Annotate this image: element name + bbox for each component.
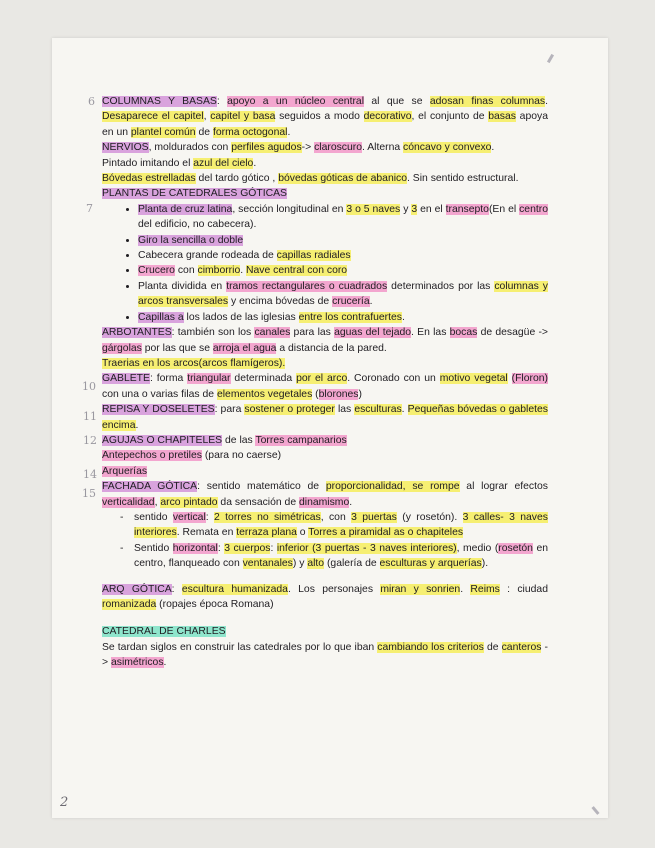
- list-item: • Planta de cruz latina, sección longitudinal en 3 o 5 naves y 3 en el transepto(En el centro del edificio, no cabecera).: [138, 202, 548, 233]
- fachada-paragraph: FACHADA GÓTICA: sentido matemático de proporcionalidad, se rompe al lograr efectos verticalidad, arco pintado da sensación de dinamismo.: [102, 481, 548, 508]
- section-title: REPISA Y DOSELETES: [102, 404, 215, 416]
- notes-body: [102, 94, 548, 671]
- gablete-paragraph: GABLETE: forma triangular determinada por el arco. Coronado con un motivo vegetal (Floron) con una o varias filas de elementos vegetales (blorones): [102, 373, 548, 400]
- page-number: 2: [60, 795, 69, 810]
- section-title: COLUMNAS Y BASAS: [102, 96, 217, 107]
- traerias-line: Traerias en los arcos(arcos flamígeros).: [102, 357, 286, 369]
- list-item: • Cabecera grande rodeada de capillas radiales: [138, 248, 548, 263]
- section-title: ARQ GÓTICA: [102, 583, 172, 595]
- catedral-paragraph: Se tardan siglos en construir las catedrales por lo que iban cambiando los criterios de canteros -> asimétricos.: [102, 641, 548, 669]
- arq-paragraph: ARQ GÓTICA: escultura humanizada. Los personajes miran y sonrien. Reims : ciudad romanizada (ropajes época Romana): [102, 583, 548, 610]
- plantas-title: PLANTAS DE CATEDRALES GÓTICAS: [102, 188, 287, 200]
- fachada-list: [102, 510, 548, 572]
- margin-mark-12: 12: [83, 434, 97, 447]
- section-title: AGUJAS O CHAPITELES: [102, 434, 223, 446]
- list-item: • Giro la sencilla o doble: [138, 233, 548, 248]
- nervios-line-2: Pintado imitando el azul del cielo.: [102, 157, 257, 169]
- repisa-paragraph: REPISA Y DOSELETES: para sostener o proteger las esculturas. Pequeñas bóvedas o gabletes encima.: [102, 404, 548, 431]
- margin-mark-10: 10: [82, 380, 96, 393]
- bovedas-paragraph: Bóvedas estrelladas del tardo gótico , bóvedas góticas de abanico. Sin sentido estructural.: [102, 173, 519, 185]
- margin-mark-7: 7: [86, 202, 93, 215]
- agujas-paragraph: AGUJAS O CHAPITELES de las Torres campanarios: [102, 434, 347, 446]
- list-item: • Crucero con cimborrio. Nave central con coro: [138, 263, 548, 278]
- margin-mark-15: 15: [82, 487, 96, 500]
- list-item: - sentido vertical: 2 torres no simétricas, con 3 puertas (y rosetón). 3 calles- 3 naves interiores. Remata en terraza plana o Torres a piramidal as o chapiteles: [134, 510, 548, 541]
- arquerias-line: Arquerías: [102, 465, 148, 477]
- pencil-mark: [547, 54, 554, 63]
- margin-mark-6: 6: [88, 95, 95, 108]
- margin-mark-14: 14: [83, 468, 97, 481]
- nervios-paragraph: NERVIOS, moldurados con perfiles agudos-> claroscuro. Alterna cóncavo y convexo.: [102, 142, 495, 154]
- list-item: • Planta dividida en tramos rectangulares o cuadrados determinados por las columnas y arcos transversales y encima bóvedas de crucería.: [138, 279, 548, 310]
- plantas-list: [102, 202, 548, 325]
- section-title: GABLETE: [102, 373, 150, 385]
- antepechos-line: Antepechos o pretiles (para no caerse): [102, 450, 282, 462]
- list-item: - Sentido horizontal: 3 cuerpos: inferior (3 puertas - 3 naves interiores), medio (rosetón en centro, flanqueado con ventanales) y alto (galería de esculturas y arquerías).: [134, 541, 548, 572]
- section-title: ARBOTANTES: [102, 327, 172, 339]
- section-title: NERVIOS: [102, 142, 149, 154]
- pencil-mark: [591, 806, 599, 815]
- margin-mark-11: 11: [83, 410, 97, 423]
- document-page: [52, 38, 608, 818]
- catedral-title: CATEDRAL DE CHARLES: [102, 626, 226, 638]
- arbotantes-paragraph: ARBOTANTES: también son los canales para las aguas del tejado. En las bocas de desagüe -> gárgolas por las que se arroja el agua a distancia de la pared.: [102, 327, 549, 354]
- section-title: FACHADA GÓTICA: [102, 481, 198, 493]
- list-item: • Capillas a los lados de las iglesias entre los contrafuertes.: [138, 310, 548, 325]
- columnas-paragraph: COLUMNAS Y BASAS: apoyo a un núcleo central al que se adosan finas columnas. Desaparece el capitel, capitel y basa seguidos a modo decorativo, el conjunto de basas apoya en un plantel común de forma octogonal.: [102, 96, 549, 138]
